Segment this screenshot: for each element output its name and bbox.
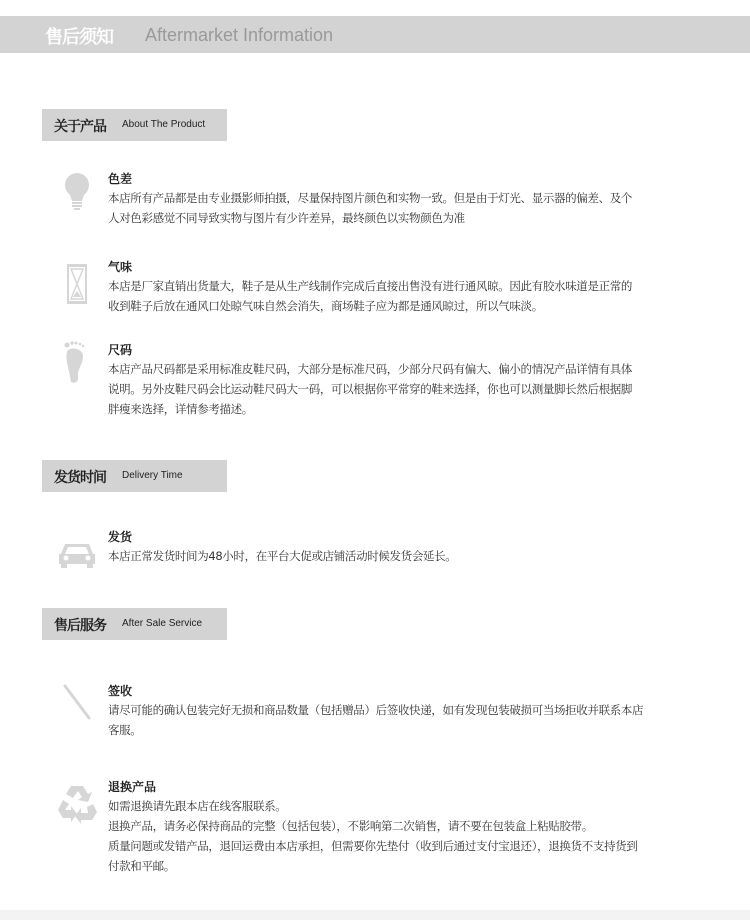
section-title-en: Delivery Time [122, 470, 183, 481]
section-title-en: About The Product [122, 119, 206, 130]
item-text: 质量问题或发错产品，退回运费由本店承担，但需要你先垫付（收到后通过支付宝退还），退换货不支持货到 [108, 839, 638, 853]
pen-icon [55, 680, 99, 724]
item-text: 本店所有产品都是由专业摄影师拍摄，尽量保持图片颜色和实物一致。但是由于灯光、显示器的偏差、及个 [108, 191, 633, 205]
section-title-cn: 售后服务 [54, 618, 106, 634]
car-icon [55, 530, 99, 574]
item-text: 本店是厂家直销出货量大，鞋子是从生产线制作完成后直接出售没有进行通风晾。因此有胶水味道是正常的 [108, 279, 633, 293]
item-text: 人对色彩感觉不同导致实物与图片有少许差异，最终颜色以实物颜色为准 [108, 211, 465, 225]
item-text: 如需退换请先跟本店在线客服联系。 [108, 799, 287, 813]
item-text: 客服。 [108, 723, 142, 737]
item-title: 气味 [108, 260, 133, 274]
item-title: 退换产品 [108, 780, 157, 794]
item-text: 收到鞋子后放在通风口处晾气味自然会消失，商场鞋子应为都是通风晾过，所以气味淡。 [108, 299, 543, 313]
recycle-icon [55, 780, 99, 824]
header-title-cn: 售后须知 [45, 27, 113, 48]
info-item-smell [108, 258, 698, 316]
info-item-color-difference [108, 170, 698, 228]
section-title-en: After Sale Service [122, 618, 203, 629]
item-text: 请尽可能的确认包装完好无损和商品数量（包括赠品）后签收快递，如有发现包装破损可当场拒收并联系本店 [108, 703, 644, 717]
item-text: 说明。另外皮鞋尺码会比运动鞋尺码大一码，可以根据你平常穿的鞋来选择，你也可以测量脚长然后根据脚 [108, 382, 633, 396]
header-bar [0, 16, 750, 53]
item-title: 发货 [108, 530, 133, 544]
bottom-band [0, 910, 750, 920]
header-title-en: Aftermarket Information [145, 25, 334, 45]
section-title-cn: 关于产品 [54, 119, 106, 135]
lightbulb-icon [55, 170, 99, 214]
item-title: 色差 [108, 172, 133, 186]
info-item-signing [108, 682, 698, 740]
section-header-after-sale-service [42, 608, 227, 640]
item-text: 本店正常发货时间为48小时，在平台大促或店铺活动时候发货会延长。 [108, 549, 457, 563]
info-item-shipping [108, 528, 698, 566]
footprint-icon [55, 340, 99, 384]
info-item-size [108, 341, 698, 419]
section-header-delivery-time [42, 460, 227, 492]
section-header-about-product [42, 109, 227, 141]
item-title: 尺码 [108, 343, 133, 357]
hourglass-icon [55, 262, 99, 306]
item-text: 付款和平邮。 [108, 859, 175, 873]
item-text: 胖瘦来选择，详情参考描述。 [108, 402, 253, 416]
info-item-returns [108, 778, 698, 876]
item-text: 本店产品尺码都是采用标准皮鞋尺码，大部分是标准尺码，少部分尺码有偏大、偏小的情况产品详情有具体 [108, 362, 633, 376]
item-text: 退换产品，请务必保持商品的完整（包括包装），不影响第二次销售，请不要在包装盒上粘贴胶带。 [108, 819, 593, 833]
item-title: 签收 [108, 684, 133, 698]
section-title-cn: 发货时间 [54, 470, 106, 486]
